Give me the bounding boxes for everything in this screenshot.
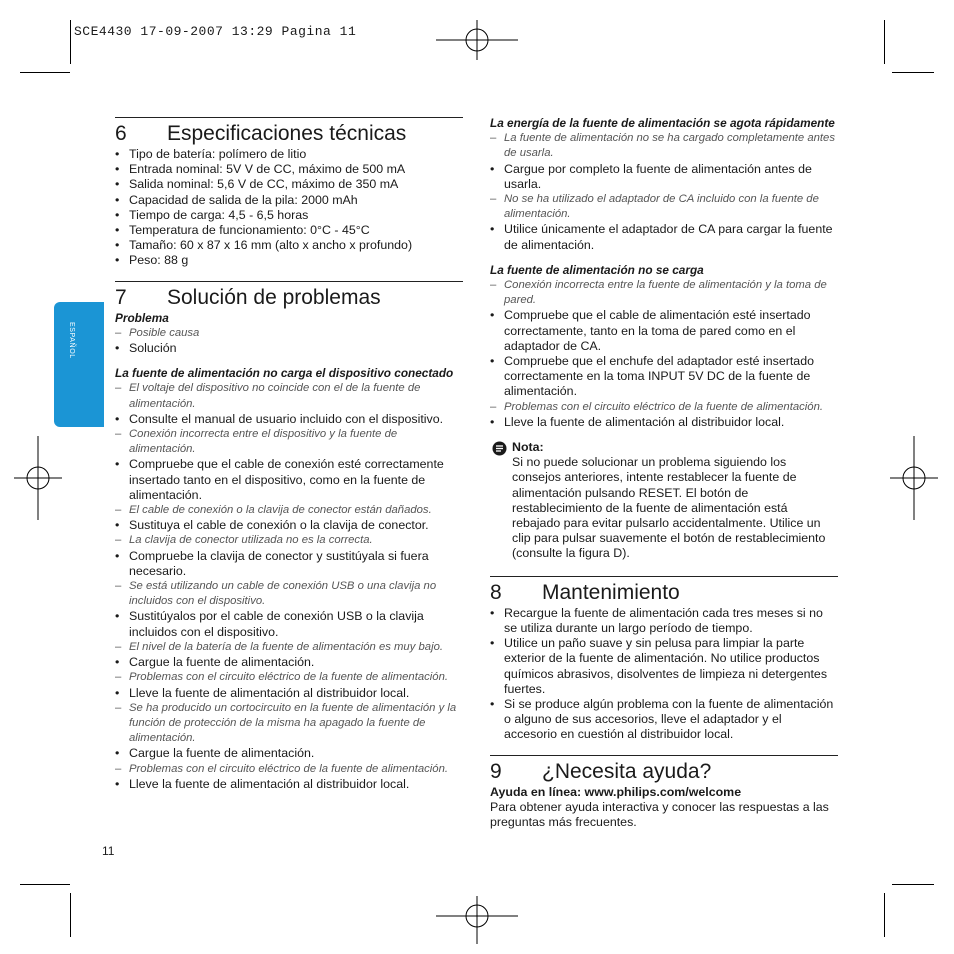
crop-mark (884, 893, 885, 937)
online-help-text: Para obtener ayuda interactiva y conocer las respuestas a las preguntas más frecuentes. (490, 799, 829, 829)
note-text: Si no puede solucionar un problema siguiendo los consejos anteriores, intente restablecer la fuente de alimentación pulsando RESET. El botón de restablecimiento de la fuente de alimentación está rebajado para evitar pulsarlo accidentalmente. Utilice un clip para pulsar suavemente el botón de restablecimiento (consulte la figura D). (512, 455, 826, 561)
note-box (490, 440, 838, 562)
section-number: 9 (490, 759, 502, 783)
problem-heading: La fuente de alimentación no se carga (490, 262, 704, 277)
solution-item: • Lleve la fuente de alimentación al distribuidor local. (115, 777, 463, 792)
solution-item: • Consulte el manual de usuario incluido con el dispositivo. (115, 412, 463, 427)
section-8-heading (490, 576, 838, 606)
crop-mark (20, 72, 70, 73)
cause-item: – El voltaje del dispositivo no coincide con el de la fuente de alimentación. (115, 381, 463, 411)
solution-item: • Cargue la fuente de alimentación. (115, 746, 463, 761)
solution-item: • Cargue por completo la fuente de alimentación antes de usarla. (490, 162, 838, 192)
section-number: 6 (115, 122, 127, 145)
list-item: • Temperatura de funcionamiento: 0°C - 45°C (115, 223, 463, 238)
solution-item: • Sustitúyalos por el cable de conexión USB o la clavija incluidos con el dispositivo. (115, 609, 463, 639)
solution-item: • Lleve la fuente de alimentación al distribuidor local. (490, 415, 838, 430)
cause-item: – El cable de conexión o la clavija de conector están dañados. (115, 503, 463, 518)
solution-item: • Compruebe que el cable de conexión esté correctamente insertado tanto en el dispositivo, como en la fuente de alimentación. (115, 457, 463, 503)
cause-item: – La fuente de alimentación no se ha cargado completamente antes de usarla. (490, 131, 838, 161)
cause-item: – Problemas con el circuito eléctrico de la fuente de alimentación. (115, 762, 463, 777)
print-job-header: SCE4430 17-09-2007 13:29 Pagina 11 (74, 24, 357, 39)
list-item: • Utilice un paño suave y sin pelusa para limpiar la parte exterior de la fuente de alimentación. No utilice productos químicos abrasivos, disolventes de limpieza ni detergentes fuertes. (490, 636, 838, 697)
list-item: • Tamaño: 60 x 87 x 16 mm (alto x ancho x profundo) (115, 238, 463, 253)
section-title: Solución de problemas (167, 285, 381, 309)
crop-mark (20, 884, 70, 885)
registration-mark (436, 20, 518, 60)
section-title: Mantenimiento (542, 580, 680, 604)
list-item: • Peso: 88 g (115, 253, 463, 268)
solution-item: • Compruebe que el cable de alimentación esté insertado correctamente, tanto en la toma de pared como en el adaptador de CA. (490, 308, 838, 354)
online-help-label: Ayuda en línea: www.philips.com/welcome (490, 784, 742, 799)
list-item: • Salida nominal: 5,6 V de CC, máximo de 350 mA (115, 177, 463, 192)
section-title: Especificaciones técnicas (167, 122, 407, 145)
crop-mark (70, 20, 71, 64)
solution-item: • Cargue la fuente de alimentación. (115, 655, 463, 670)
list-item: • Recargue la fuente de alimentación cada tres meses si no se utiliza durante un largo período de tiempo. (490, 606, 838, 636)
crop-mark (892, 72, 934, 73)
crop-mark (892, 884, 934, 885)
language-tab-label: ESPAÑOL (68, 322, 75, 359)
legend-cause: – Posible causa (115, 326, 463, 341)
crop-mark (884, 20, 885, 64)
section-9-heading (490, 755, 838, 785)
solution-item: • Compruebe la clavija de conector y sustitúyala si fuera necesario. (115, 549, 463, 579)
list-item: • Entrada nominal: 5V V de CC, máximo de 500 mA (115, 162, 463, 177)
cause-item: – Conexión incorrecta entre el dispositivo y la fuente de alimentación. (115, 427, 463, 457)
registration-mark (436, 896, 518, 944)
registration-mark (14, 436, 62, 520)
section-6-heading (115, 117, 463, 147)
note-icon (492, 441, 507, 460)
list-item: • Capacidad de salida de la pila: 2000 mAh (115, 193, 463, 208)
cause-item: – Problemas con el circuito eléctrico de la fuente de alimentación. (490, 400, 838, 415)
left-column (115, 117, 463, 792)
cause-item: – No se ha utilizado el adaptador de CA incluido con la fuente de alimentación. (490, 192, 838, 222)
legend-solution: • Solución (115, 341, 463, 356)
cause-item: – La clavija de conector utilizada no es la correcta. (115, 533, 463, 548)
page-number: 11 (102, 844, 115, 858)
section-7-heading (115, 281, 463, 311)
specs-list (115, 147, 463, 269)
language-tab (54, 302, 104, 427)
note-label: Nota: (512, 440, 544, 455)
crop-mark (70, 893, 71, 937)
solution-item: • Sustituya el cable de conexión o la clavija de conector. (115, 518, 463, 533)
cause-item: – Se ha producido un cortocircuito en la fuente de alimentación y la función de protección de la misma ha apagado la fuente de alimentación. (115, 701, 463, 747)
list-item: • Tipo de batería: polímero de litio (115, 147, 463, 162)
problem-heading: La energía de la fuente de alimentación se agota rápidamente (490, 116, 835, 130)
problem-heading: La fuente de alimentación no carga el dispositivo conectado (115, 366, 454, 381)
list-item: • Si se produce algún problema con la fuente de alimentación o alguno de sus accesorios, lleve el adaptador y el accesorio en cuestión al distribuidor local. (490, 697, 838, 743)
cause-item: – Se está utilizando un cable de conexión USB o una clavija no incluidos con el dispositivo. (115, 579, 463, 609)
cause-item: – Problemas con el circuito eléctrico de la fuente de alimentación. (115, 670, 463, 685)
list-item: • Tiempo de carga: 4,5 - 6,5 horas (115, 208, 463, 223)
solution-item: • Lleve la fuente de alimentación al distribuidor local. (115, 686, 463, 701)
section-title: ¿Necesita ayuda? (542, 759, 712, 783)
section-number: 8 (490, 580, 502, 604)
cause-item: – Conexión incorrecta entre la fuente de alimentación y la toma de pared. (490, 278, 838, 308)
section-number: 7 (115, 285, 127, 309)
legend-problem: Problema (115, 310, 169, 325)
right-column (490, 116, 838, 830)
solution-item: • Compruebe que el enchufe del adaptador esté insertado correctamente en la toma INPUT 5V DC de la fuente de alimentación. (490, 354, 838, 400)
registration-mark (890, 436, 938, 520)
solution-item: • Utilice únicamente el adaptador de CA para cargar la fuente de alimentación. (490, 222, 838, 252)
cause-item: – El nivel de la batería de la fuente de alimentación es muy bajo. (115, 640, 463, 655)
